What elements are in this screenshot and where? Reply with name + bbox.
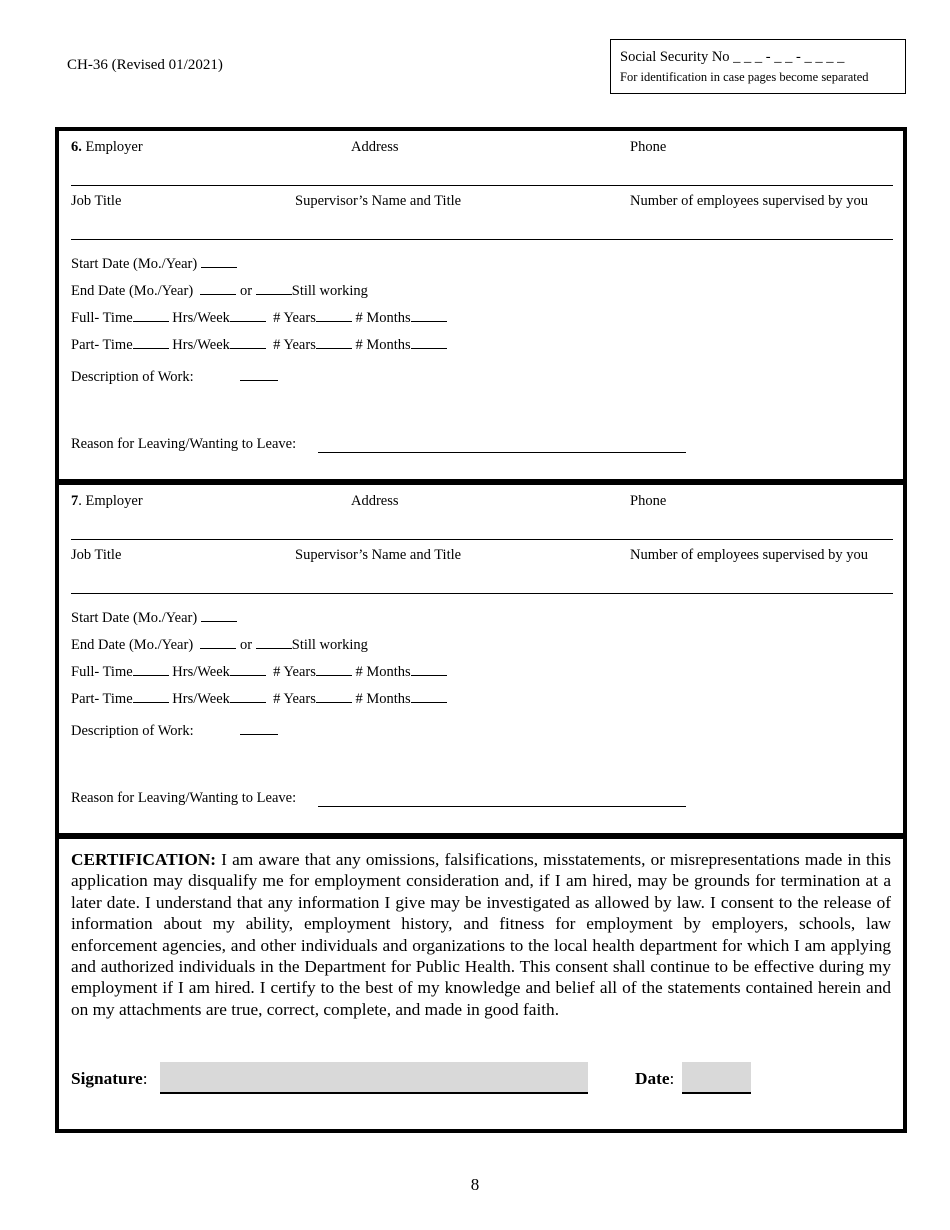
signature-field[interactable]	[160, 1062, 588, 1094]
job-title-line[interactable]	[71, 593, 893, 594]
end-date-blank[interactable]	[200, 283, 236, 295]
end-date-row: End Date (Mo./Year) or Still working	[71, 283, 368, 299]
page-number: 8	[470, 1175, 480, 1194]
part-time-row: Part- Time Hrs/Week # Years # Months	[71, 337, 447, 354]
employer-section-7	[55, 482, 907, 836]
employer-section-6	[55, 127, 907, 482]
end-date-row: End Date (Mo./Year) or Still working	[71, 637, 368, 653]
employer-label: 6. Employer	[71, 139, 143, 155]
start-date-row: Start Date (Mo./Year)	[71, 256, 237, 273]
reason-line[interactable]	[318, 806, 686, 807]
reason-line[interactable]	[318, 452, 686, 453]
employer-label: 7. Employer	[71, 493, 143, 509]
supervisor-label: Supervisor’s Name and Title	[295, 547, 462, 563]
date-label: Date:	[635, 1069, 675, 1088]
job-title-label: Job Title	[71, 193, 122, 209]
start-date-row: Start Date (Mo./Year)	[71, 610, 237, 627]
phone-label: Phone	[630, 493, 667, 509]
part-time-row: Part- Time Hrs/Week # Years # Months	[71, 691, 447, 708]
reason-label: Reason for Leaving/Wanting to Leave:	[71, 790, 297, 806]
description-blank[interactable]	[240, 369, 278, 386]
certification-text	[71, 849, 891, 1020]
phone-label: Phone	[630, 139, 667, 155]
still-working-blank[interactable]	[256, 637, 292, 649]
full-time-row: Full- Time Hrs/Week # Years # Months	[71, 310, 447, 327]
ssn-box	[610, 39, 906, 94]
full-time-row: Full- Time Hrs/Week # Years # Months	[71, 664, 447, 681]
signature-label: Signature:	[71, 1069, 148, 1088]
start-date-blank[interactable]	[201, 610, 237, 622]
address-label: Address	[351, 139, 399, 155]
description-label: Description of Work:	[71, 723, 194, 739]
job-title-label: Job Title	[71, 547, 122, 563]
employer-line[interactable]	[71, 539, 893, 540]
address-label: Address	[351, 493, 399, 509]
start-date-blank[interactable]	[201, 256, 237, 268]
num-supervised-label: Number of employees supervised by you	[630, 547, 868, 563]
job-title-line[interactable]	[71, 239, 893, 240]
ssn-note: For identification in case pages become separated	[620, 70, 869, 84]
certification-heading: CERTIFICATION:	[71, 850, 217, 869]
supervisor-label: Supervisor’s Name and Title	[295, 193, 462, 209]
end-date-blank[interactable]	[200, 637, 236, 649]
still-working-blank[interactable]	[256, 283, 292, 295]
description-label: Description of Work:	[71, 369, 194, 385]
ssn-label: Social Security No _ _ _ - _ _ - _ _ _ _	[620, 49, 845, 65]
certification-body: I am aware that any omissions, falsifications, misstatements, or misrepresentations made in this application may disqualify me for employment consideration and, if I am hired, may be grounds for termination at a later date. I understand that any information I give may be investigated as allowed by law. I consent to the release of information about my ability, employment history, and fitness for employment by employers, schools, law enforcement agencies, and other individuals and organizations to the local health department for which I am applying and authorized individuals in the Department for Public Health. This consent shall continue to be effective during my employment if I am hired. I certify to the best of my knowledge and belief all of the statements contained herein and on my attachments are true, correct, complete, and made in good faith.	[71, 850, 891, 1019]
form-code: CH-36 (Revised 01/2021)	[67, 57, 223, 73]
employer-line[interactable]	[71, 185, 893, 186]
date-field[interactable]	[682, 1062, 751, 1094]
description-blank[interactable]	[240, 723, 278, 740]
certification-section	[55, 836, 907, 1133]
num-supervised-label: Number of employees supervised by you	[630, 193, 868, 209]
reason-label: Reason for Leaving/Wanting to Leave:	[71, 436, 297, 452]
signature-row	[71, 1059, 893, 1095]
